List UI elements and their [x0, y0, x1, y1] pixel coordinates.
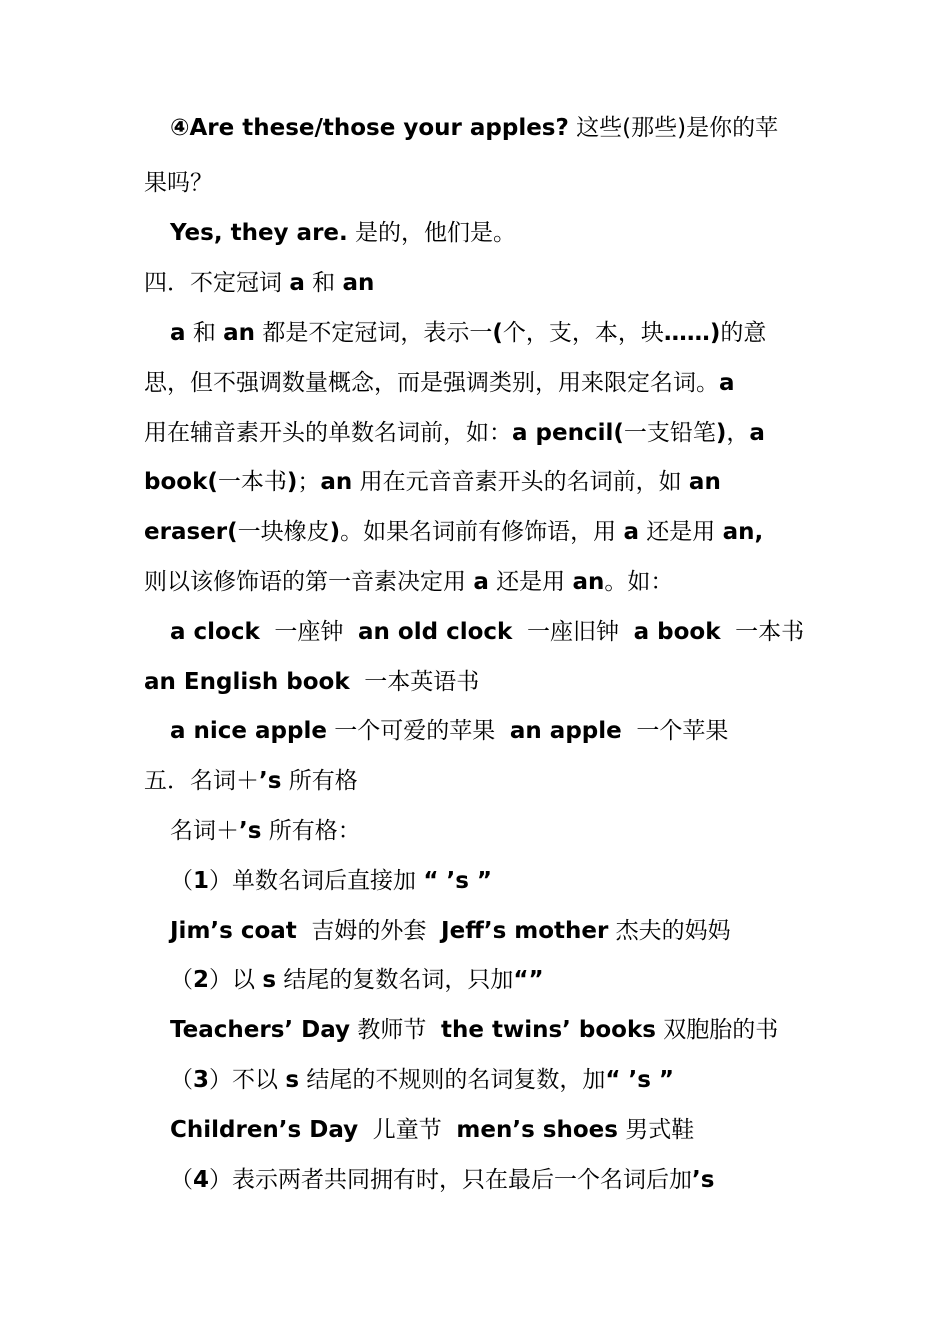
chinese-text: 和 [185, 320, 224, 346]
chinese-text: 双胞胎的书 [655, 1017, 779, 1043]
english-text: the twins’ books [440, 1017, 656, 1043]
rule-line [170, 965, 544, 995]
chinese-text: 还是用 [488, 569, 573, 595]
english-text: 4 [193, 1167, 210, 1193]
english-text: a nice apple [170, 718, 327, 744]
english-text: ……) [663, 320, 721, 346]
paragraph-line [144, 517, 763, 547]
english-text: men’s shoes [456, 1117, 618, 1143]
paragraph-line [170, 816, 361, 846]
english-text: s [285, 1067, 300, 1093]
chinese-text: ）表示两者共同拥有时，只在最后一个名词后加 [209, 1167, 693, 1193]
english-text: eraser( [144, 519, 238, 545]
example-answer-line [170, 218, 516, 248]
english-text: 2 [193, 967, 210, 993]
english-text: an English book [144, 669, 350, 695]
english-text: “ ’s ” [423, 868, 493, 894]
paragraph-line [144, 368, 735, 398]
example-question-line [170, 113, 778, 143]
chinese-text: 一本书 [720, 619, 805, 645]
english-text: a pencil( [512, 420, 624, 446]
english-text: ( [492, 320, 503, 346]
chinese-text: （ [170, 1067, 193, 1093]
chinese-text: 。如： [604, 569, 674, 595]
example-line [170, 716, 728, 746]
chinese-text: （ [170, 1167, 193, 1193]
chinese-text: 杰夫的妈妈 [608, 918, 731, 944]
english-text: a [170, 320, 186, 346]
chinese-text: 则以该修饰语的第一音素决定用 [144, 569, 474, 595]
chinese-text: （ [170, 868, 193, 894]
chinese-text: 一支铅笔 [623, 420, 716, 446]
chinese-text: 一本书 [217, 469, 287, 495]
chinese-text: 一块橡皮 [237, 519, 330, 545]
english-text: ) [329, 519, 341, 545]
chinese-text: 一个可爱的苹果 [326, 718, 510, 744]
english-text: an [223, 320, 256, 346]
example-line [170, 1015, 778, 1045]
english-text: an [688, 469, 721, 495]
example-line [170, 916, 731, 946]
rule-line [170, 866, 492, 896]
chinese-text: 用在辅音素开头的单数名词前，如： [144, 420, 512, 446]
chinese-text: 用在元音音素开头的名词前，如 [352, 469, 689, 495]
english-text: 3 [193, 1067, 210, 1093]
chinese-text: ， [726, 420, 750, 446]
paragraph-line [144, 567, 673, 597]
english-text: an [320, 469, 353, 495]
english-text: ’s [259, 768, 282, 794]
english-text: a [289, 270, 305, 296]
rule-line [170, 1165, 714, 1195]
english-text: a [473, 569, 489, 595]
heading-text: 所有格 [281, 768, 358, 794]
english-text: Jeff’s mother [441, 918, 609, 944]
english-text: book( [144, 469, 218, 495]
english-text: s [262, 967, 277, 993]
english-text: ) [286, 469, 298, 495]
paragraph-line [144, 467, 721, 497]
english-text: an apple [509, 718, 622, 744]
example-line [170, 617, 804, 647]
english-text: ) [715, 420, 727, 446]
section-heading-four [144, 268, 374, 298]
heading-text: 五．名词＋ [144, 768, 259, 794]
english-text: 1 [193, 868, 210, 894]
chinese-text: 。如果名词前有修饰语，用 [340, 519, 624, 545]
example-question-continuation [144, 168, 213, 198]
chinese-text: 男式鞋 [617, 1117, 695, 1143]
english-text: an old clock [358, 619, 513, 645]
english-text: a [719, 370, 735, 396]
english-text: an [342, 270, 375, 296]
chinese-text: 一个苹果 [621, 718, 729, 744]
english-text: an, [722, 519, 764, 545]
chinese-text: 教师节 [350, 1017, 441, 1043]
chinese-text: 儿童节 [358, 1117, 457, 1143]
chinese-text: 结尾的复数名词，只加 [276, 967, 514, 993]
english-text: Teachers’ Day [170, 1017, 351, 1043]
chinese-text: 这些(那些)是你的苹 [568, 115, 779, 141]
english-text: a [749, 420, 765, 446]
chinese-text: 吉姆的外套 [296, 918, 442, 944]
example-line [170, 1115, 694, 1145]
chinese-text: ； [297, 469, 321, 495]
chinese-text: 都是不定冠词，表示一 [255, 320, 493, 346]
english-text: “ ’s ” [605, 1067, 675, 1093]
chinese-text: 是的，他们是。 [347, 220, 517, 246]
chinese-text: 结尾的不规则的名词复数，加 [299, 1067, 606, 1093]
heading-text: 四．不定冠词 [144, 270, 290, 296]
english-text: an [572, 569, 605, 595]
english-text: a book [633, 619, 721, 645]
chinese-text: 还是用 [638, 519, 723, 545]
paragraph-line [144, 418, 765, 448]
chinese-text: ）以 [209, 967, 263, 993]
example-line [144, 667, 479, 697]
heading-text: 和 [304, 270, 343, 296]
section-heading-five [144, 766, 358, 796]
english-text: ④Are these/those your apples? [170, 115, 569, 141]
chinese-text: 个，支，本，块 [502, 320, 664, 346]
chinese-text: 所有格： [261, 818, 361, 844]
chinese-text: ）不以 [209, 1067, 286, 1093]
chinese-text: 一座旧钟 [512, 619, 634, 645]
english-text: a clock [170, 619, 260, 645]
english-text: ’s [239, 818, 262, 844]
chinese-text: ）单数名词后直接加 [209, 868, 424, 894]
english-text: a [623, 519, 639, 545]
english-text: Yes, they are. [170, 220, 348, 246]
chinese-text: （ [170, 967, 193, 993]
english-text: Jim’s coat [170, 918, 297, 944]
english-text: Children’s Day [170, 1117, 359, 1143]
rule-line [170, 1065, 674, 1095]
english-text: “” [513, 967, 544, 993]
chinese-text: 名词＋ [170, 818, 239, 844]
english-text: ’s [692, 1167, 715, 1193]
chinese-text: 思，但不强调数量概念，而是强调类别，用来限定名词。 [144, 370, 719, 396]
chinese-text: 的意 [720, 320, 767, 346]
chinese-text: 一本英语书 [349, 669, 480, 695]
chinese-text: 一座钟 [259, 619, 359, 645]
paragraph-line [170, 318, 766, 348]
chinese-text: 果吗？ [144, 170, 213, 196]
